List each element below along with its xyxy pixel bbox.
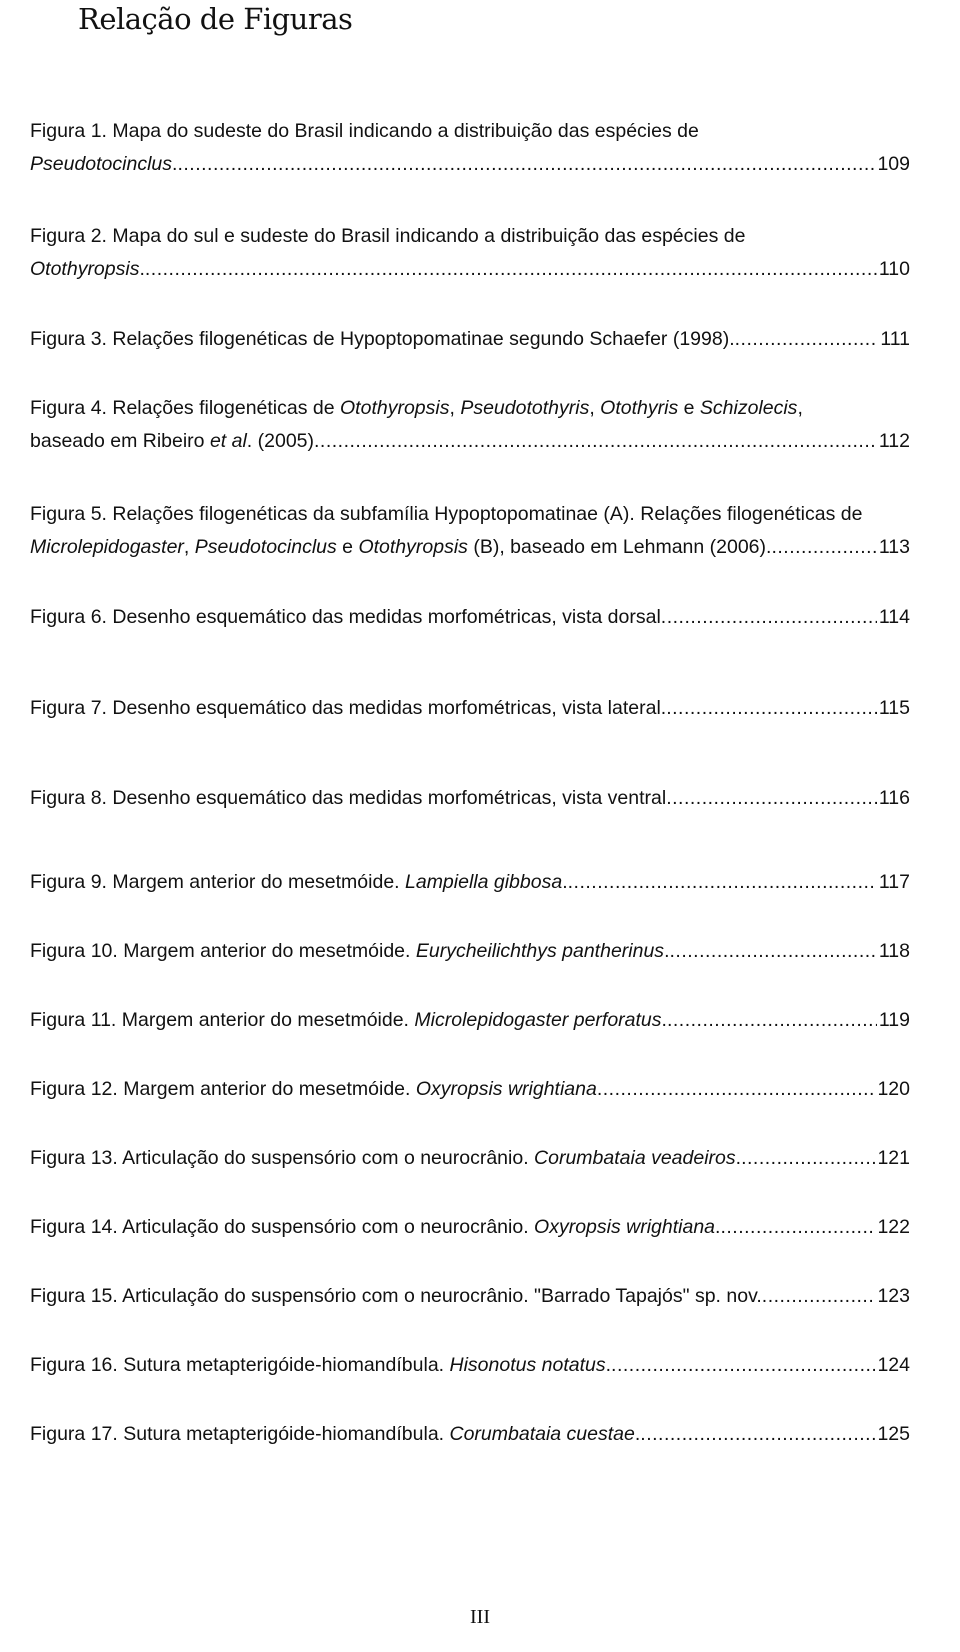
figure-entry[interactable]: [30, 1280, 910, 1313]
species-name: Otothyropsis: [358, 536, 468, 558]
figure-entry[interactable]: [30, 1073, 910, 1106]
entry-line-with-page: [30, 1004, 910, 1037]
figure-entry[interactable]: [30, 1211, 910, 1244]
entry-page-number[interactable]: 123: [877, 1285, 910, 1307]
dot-leader: [611, 1349, 875, 1382]
entry-text-part: Figura 8. Desenho esquemático das medidas morfométricas, vista ventral: [30, 787, 667, 809]
entry-text: [30, 1142, 741, 1175]
entry-text-part: ,: [183, 536, 195, 558]
entry-page-number[interactable]: 124: [877, 1354, 910, 1376]
entry-line-with-page: [30, 1280, 910, 1313]
entry-text-part: .: [634, 1423, 641, 1445]
species-name: Lampiella gibbosa: [405, 871, 563, 893]
entry-text-part: .: [735, 1147, 742, 1169]
entry-text: [30, 692, 666, 725]
entry-page-number[interactable]: 109: [877, 153, 910, 175]
entry-text: [30, 601, 661, 634]
entry-line: [30, 115, 910, 148]
entry-page-number[interactable]: 120: [877, 1078, 910, 1100]
entry-text-part: .: [664, 940, 670, 962]
entry-line-with-page: [30, 1211, 910, 1244]
entry-text-part: Figura 13. Articulação do suspensório com o neurocrânio.: [30, 1147, 535, 1169]
dot-leader: [762, 1280, 876, 1313]
entry-text: [30, 1004, 667, 1037]
entry-text-part: Figura 9. Margem anterior do mesetmóide.: [30, 871, 405, 893]
entry-line-with-page: [30, 866, 910, 899]
species-name: Oxyropsis wrightiana: [534, 1216, 716, 1238]
dot-leader: [666, 782, 877, 815]
entry-line: [30, 498, 910, 531]
entry-page-number[interactable]: 112: [878, 430, 910, 452]
entry-line-with-page: [30, 601, 910, 634]
entry-page-number[interactable]: 125: [877, 1423, 910, 1445]
entry-page-number[interactable]: 118: [878, 940, 910, 962]
entry-text-part: .: [715, 1216, 721, 1238]
figure-entry[interactable]: [30, 498, 910, 564]
entry-text: [30, 253, 145, 286]
entry-line-with-page: [30, 425, 910, 458]
entry-text: [30, 120, 699, 142]
entry-page-number[interactable]: 116: [878, 787, 910, 809]
dot-leader: [640, 1418, 875, 1451]
dot-leader: [597, 1073, 876, 1106]
dot-leader: [177, 148, 875, 181]
entry-text: [30, 782, 666, 815]
dot-leader: [314, 425, 877, 458]
entry-text-part: Figura 2. Mapa do sul e sudeste do Brasil indicando a distribuição das espécies de: [30, 225, 746, 247]
entry-text-part: .: [562, 871, 568, 893]
entry-line-with-page: [30, 531, 910, 564]
species-name: Pseudotocinclus: [30, 153, 173, 175]
dot-leader: [771, 531, 876, 564]
entry-text: [30, 225, 745, 247]
entry-text-part: .: [172, 153, 178, 175]
species-name: Corumbataia veadeiros: [534, 1147, 736, 1169]
entry-text: [30, 323, 735, 356]
entry-page-number[interactable]: 117: [878, 871, 910, 893]
entry-text-part: Figura 16. Sutura metapterigóide-hiomandíbula.: [30, 1354, 450, 1376]
dot-leader: [666, 692, 877, 725]
species-name: Otothyropsis: [30, 258, 140, 280]
entry-text-part: e: [336, 536, 359, 558]
figure-entry[interactable]: [30, 220, 910, 286]
entry-line-with-page: [30, 148, 910, 181]
entry-text: [30, 935, 669, 968]
entry-line-with-page: [30, 323, 910, 356]
entry-text-part: .: [661, 1009, 667, 1031]
entry-text-part: baseado em Ribeiro: [30, 430, 210, 452]
entry-text-part: .: [605, 1354, 612, 1376]
entry-line-with-page: [30, 935, 910, 968]
figure-entry[interactable]: [30, 601, 910, 634]
entry-line: [30, 220, 910, 253]
species-name: Eurycheilichthys pantherinus: [415, 940, 665, 962]
entry-page-number[interactable]: 122: [877, 1216, 910, 1238]
entry-text: [30, 531, 771, 564]
figure-entry[interactable]: [30, 866, 910, 899]
species-name: Corumbataia cuestae: [449, 1423, 635, 1445]
figure-entry[interactable]: [30, 323, 910, 356]
entry-text-part: (B), baseado em Lehmann (2006).: [467, 536, 772, 558]
entry-page-number[interactable]: 115: [878, 697, 910, 719]
entry-line-with-page: [30, 1349, 910, 1382]
page-title: Relação de Figuras: [78, 2, 353, 36]
entry-text: [30, 1349, 611, 1382]
entry-text-part: ,: [797, 397, 803, 419]
figure-entry[interactable]: [30, 1349, 910, 1382]
figure-entry[interactable]: [30, 115, 910, 181]
entry-page-number[interactable]: 111: [880, 328, 910, 350]
entry-text-part: Figura 6. Desenho esquemático das medidas morfométricas, vista dorsal: [30, 606, 661, 628]
species-name: Otothyris: [600, 397, 679, 419]
entry-page-number[interactable]: 114: [878, 606, 910, 628]
dot-leader: [568, 866, 877, 899]
dot-leader: [661, 601, 877, 634]
figure-entry[interactable]: [30, 692, 910, 725]
species-name: Microlepidogaster: [30, 536, 184, 558]
entry-text: [30, 503, 862, 525]
figure-entry[interactable]: [30, 1418, 910, 1451]
entry-text-part: Figura 17. Sutura metapterigóide-hiomandíbula.: [30, 1423, 450, 1445]
entry-line-with-page: [30, 1073, 910, 1106]
entry-page-number[interactable]: 119: [878, 1009, 910, 1031]
dot-leader: [720, 1211, 875, 1244]
entry-text-part: ,: [589, 397, 601, 419]
entry-text-part: ,: [449, 397, 461, 419]
species-name: Oxyropsis wrightiana: [415, 1078, 597, 1100]
entry-text-part: Figura 11. Margem anterior do mesetmóide.: [30, 1009, 415, 1031]
entry-page-number[interactable]: 121: [877, 1147, 910, 1169]
entry-text-part: Figura 7. Desenho esquemático das medidas morfométricas, vista lateral.: [30, 697, 667, 719]
entry-text: [30, 425, 314, 458]
dot-leader: [145, 253, 877, 286]
species-name: Pseudotocinclus: [194, 536, 337, 558]
entry-text-part: Figura 14. Articulação do suspensório com o neurocrânio.: [30, 1216, 535, 1238]
entry-text: [30, 866, 568, 899]
entry-text-part: Figura 1. Mapa do sudeste do Brasil indicando a distribuição das espécies de: [30, 120, 699, 142]
entry-text: [30, 397, 803, 419]
entry-text-part: . (2005): [246, 430, 314, 452]
entry-text-part: Figura 12. Margem anterior do mesetmóide.: [30, 1078, 416, 1100]
dot-leader: [741, 1142, 875, 1175]
species-name: Hisonotus notatus: [449, 1354, 606, 1376]
entry-line-with-page: [30, 1418, 910, 1451]
entry-line-with-page: [30, 692, 910, 725]
entry-text-part: Figura 3. Relações filogenéticas de Hypoptopomatinae segundo Schaefer (1998).: [30, 328, 735, 350]
entry-text: [30, 1073, 597, 1106]
entry-text-part: Figura 5. Relações filogenéticas da subfamília Hypoptopomatinae (A). Relações filogenéticas de: [30, 503, 863, 525]
dot-leader: [735, 323, 879, 356]
entry-text-part: Figura 15. Articulação do suspensório com o neurocrânio. "Barrado Tapajós" sp. nov.: [30, 1285, 762, 1307]
dot-leader: [669, 935, 876, 968]
entry-line: [30, 392, 910, 425]
entry-text: [30, 1211, 720, 1244]
entry-page-number[interactable]: 110: [878, 258, 910, 280]
entry-line-with-page: [30, 1142, 910, 1175]
entry-text-part: .: [139, 258, 145, 280]
dot-leader: [667, 1004, 877, 1037]
species-name: Pseudotothyris: [460, 397, 590, 419]
figure-entry[interactable]: [30, 782, 910, 815]
entry-text-part: e: [678, 397, 700, 419]
entry-text: [30, 148, 177, 181]
figure-entry[interactable]: [30, 935, 910, 968]
figure-entry[interactable]: [30, 1142, 910, 1175]
entry-text-part: Figura 10. Margem anterior do mesetmóide.: [30, 940, 416, 962]
species-name: Microlepidogaster perforatus: [414, 1009, 662, 1031]
species-name: et al: [209, 430, 247, 452]
entry-page-number[interactable]: 113: [878, 536, 910, 558]
figure-entry[interactable]: [30, 1004, 910, 1037]
figure-entry[interactable]: [30, 392, 910, 458]
entry-line-with-page: [30, 253, 910, 286]
species-name: Otothyropsis: [340, 397, 450, 419]
entry-line-with-page: [30, 782, 910, 815]
species-name: Schizolecis: [699, 397, 798, 419]
page-number: III: [470, 1606, 490, 1628]
entry-text-part: Figura 4. Relações filogenéticas de: [30, 397, 341, 419]
entry-text: [30, 1418, 640, 1451]
entry-text: [30, 1280, 762, 1313]
